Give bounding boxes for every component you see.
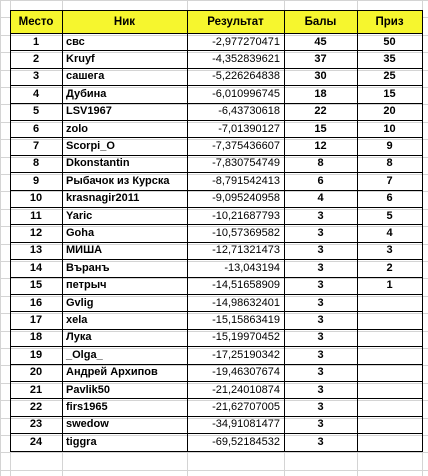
result-cell[interactable]: -7,830754749	[212, 157, 280, 170]
place-cell[interactable]: 21	[29, 383, 43, 396]
cell-border	[357, 10, 358, 452]
cell-border	[422, 10, 423, 452]
nick-cell[interactable]: Pavlik50	[66, 383, 111, 396]
result-cell[interactable]: -6,010996745	[212, 87, 280, 100]
points-cell[interactable]: 3	[317, 209, 324, 222]
nick-cell[interactable]: МИША	[66, 244, 103, 257]
cell-border	[10, 433, 423, 434]
cell-border	[10, 155, 423, 156]
cell-border	[10, 68, 423, 69]
cell-border	[10, 346, 423, 347]
points-cell[interactable]: 3	[317, 435, 324, 448]
nick-cell[interactable]: Goha	[66, 227, 95, 240]
gridline	[0, 452, 428, 453]
cell-border	[10, 451, 423, 452]
points-cell[interactable]: 3	[317, 348, 324, 361]
points-cell[interactable]: 15	[314, 122, 327, 135]
nick-cell[interactable]: Андрей Архипов	[66, 366, 158, 379]
prize-cell[interactable]: 5	[386, 209, 393, 222]
prize-cell[interactable]	[357, 381, 422, 398]
prize-cell[interactable]: 25	[383, 70, 396, 83]
place-cell[interactable]: 6	[32, 122, 40, 135]
result-cell[interactable]: -34,91081477	[212, 418, 280, 431]
points-cell[interactable]: 3	[317, 227, 324, 240]
cell-border	[10, 33, 423, 34]
points-cell[interactable]: 8	[317, 157, 324, 170]
prize-cell[interactable]	[357, 346, 422, 363]
result-cell[interactable]: -19,46307674	[212, 366, 280, 379]
nick-cell[interactable]: _Olga_	[66, 348, 103, 361]
place-cell[interactable]: 1	[32, 35, 40, 48]
points-cell[interactable]: 3	[317, 314, 324, 327]
column-header[interactable]: Ник	[62, 10, 187, 33]
cell-border	[10, 242, 423, 243]
prize-cell[interactable]	[357, 311, 422, 328]
result-cell[interactable]: -4,352839621	[212, 53, 280, 66]
cell-border	[284, 10, 285, 452]
result-cell[interactable]: -12,71321473	[212, 244, 280, 257]
cell-border	[10, 398, 423, 399]
place-cell[interactable]: 5	[32, 105, 40, 118]
prize-cell[interactable]	[357, 416, 422, 433]
nick-cell[interactable]: Рыбачок из Курска	[66, 174, 170, 187]
prize-cell[interactable]: 1	[386, 279, 393, 292]
cell-border	[10, 416, 423, 417]
cell-border	[10, 103, 423, 104]
nick-cell[interactable]: сашега	[66, 70, 105, 83]
points-cell[interactable]: 3	[317, 261, 324, 274]
cell-border	[10, 277, 423, 278]
cell-border	[10, 137, 423, 138]
place-cell[interactable]: 23	[29, 418, 43, 431]
points-cell[interactable]: 3	[317, 296, 324, 309]
cell-border	[10, 85, 423, 86]
prize-cell[interactable]: 15	[383, 87, 396, 100]
result-cell[interactable]: -14,98632401	[212, 296, 280, 309]
place-cell[interactable]: 3	[32, 70, 40, 83]
nick-cell[interactable]: свс	[66, 35, 85, 48]
cell-border	[10, 207, 423, 208]
prize-cell[interactable]: 35	[383, 53, 396, 66]
nick-cell[interactable]: firs1965	[66, 401, 108, 414]
points-cell[interactable]: 3	[317, 331, 324, 344]
gridline	[0, 0, 428, 1]
prize-cell[interactable]: 3	[386, 244, 393, 257]
column-header[interactable]: Место	[10, 10, 62, 33]
result-cell[interactable]: -10,57369582	[212, 227, 280, 240]
points-cell[interactable]: 3	[317, 366, 324, 379]
points-cell[interactable]: 22	[314, 105, 327, 118]
cell-border	[10, 10, 423, 11]
nick-cell[interactable]: петрыч	[66, 279, 107, 292]
place-cell[interactable]: 9	[32, 174, 40, 187]
points-cell[interactable]: 4	[317, 192, 324, 205]
cell-border	[62, 10, 63, 452]
gridline	[0, 0, 1, 476]
nick-cell[interactable]: xela	[66, 314, 88, 327]
points-cell[interactable]: 3	[317, 383, 324, 396]
prize-cell[interactable]	[357, 398, 422, 415]
place-cell[interactable]: 22	[29, 401, 43, 414]
result-cell[interactable]: -21,62707005	[212, 401, 280, 414]
place-cell[interactable]: 10	[29, 192, 43, 205]
cell-border	[10, 294, 423, 295]
prize-cell[interactable]: 2	[386, 261, 393, 274]
result-cell[interactable]: -10,21687793	[212, 209, 280, 222]
points-cell[interactable]: 3	[317, 418, 324, 431]
result-cell[interactable]: -15,15863419	[212, 314, 280, 327]
place-cell[interactable]: 19	[29, 348, 43, 361]
prize-cell[interactable]	[357, 364, 422, 381]
prize-cell[interactable]: 6	[386, 192, 393, 205]
nick-cell[interactable]: zolo	[66, 122, 88, 135]
points-cell[interactable]: 37	[314, 53, 327, 66]
result-cell[interactable]: -5,226264838	[212, 70, 280, 83]
prize-cell[interactable]	[357, 329, 422, 346]
prize-cell[interactable]	[357, 294, 422, 311]
result-cell[interactable]: -14,51658909	[212, 279, 280, 292]
result-cell[interactable]: -6,43730618	[218, 105, 280, 118]
column-header[interactable]: Результат	[187, 10, 284, 33]
result-cell[interactable]: -13,043194	[224, 261, 280, 274]
column-header[interactable]: Приз	[357, 10, 422, 33]
points-cell[interactable]: 3	[317, 279, 324, 292]
cell-border	[10, 10, 11, 452]
nick-cell[interactable]: Scorpi_O	[66, 140, 115, 153]
cell-border	[10, 224, 423, 225]
place-cell[interactable]: 8	[32, 157, 40, 170]
nick-cell[interactable]: Kruyf	[66, 53, 95, 66]
place-cell[interactable]: 24	[29, 435, 43, 448]
nick-cell[interactable]: Dkonstantin	[66, 157, 130, 170]
cell-border	[10, 50, 423, 51]
nick-cell[interactable]: krasnagir2011	[66, 192, 140, 205]
nick-cell[interactable]: tiggra	[66, 435, 97, 448]
prize-cell[interactable]: 8	[386, 157, 393, 170]
points-cell[interactable]: 30	[314, 70, 327, 83]
result-cell[interactable]: -7,375436607	[212, 140, 280, 153]
place-cell[interactable]: 12	[29, 227, 43, 240]
nick-cell[interactable]: swedow	[66, 418, 109, 431]
place-cell[interactable]: 2	[32, 53, 40, 66]
prize-cell[interactable]: 7	[386, 174, 393, 187]
result-cell[interactable]: -9,095240958	[212, 192, 280, 205]
place-cell[interactable]: 18	[29, 331, 43, 344]
result-cell[interactable]: -2,977270471	[212, 35, 280, 48]
result-cell[interactable]: -17,25190342	[212, 348, 280, 361]
cell-border	[10, 259, 423, 260]
prize-cell[interactable]	[357, 433, 422, 450]
gridline	[0, 470, 428, 471]
cell-border	[10, 381, 423, 382]
points-cell[interactable]: 45	[314, 35, 327, 48]
cell-border	[10, 120, 423, 121]
place-cell[interactable]: 13	[29, 244, 43, 257]
place-cell[interactable]: 4	[32, 87, 40, 100]
result-cell[interactable]: -7,01390127	[218, 122, 280, 135]
nick-cell[interactable]: Gvlig	[66, 296, 94, 309]
place-cell[interactable]: 20	[29, 366, 43, 379]
cell-border	[10, 329, 423, 330]
nick-cell[interactable]: Лука	[66, 331, 92, 344]
cell-border	[10, 190, 423, 191]
points-cell[interactable]: 12	[314, 140, 327, 153]
cell-border	[10, 311, 423, 312]
nick-cell[interactable]: Дубина	[66, 87, 107, 100]
place-cell[interactable]: 7	[32, 140, 40, 153]
points-cell[interactable]: 18	[314, 87, 327, 100]
prize-cell[interactable]: 10	[383, 122, 396, 135]
nick-cell[interactable]: Въранъ	[66, 261, 110, 274]
place-cell[interactable]: 11	[30, 209, 42, 222]
place-cell[interactable]: 17	[29, 314, 43, 327]
prize-cell[interactable]: 9	[386, 140, 393, 153]
nick-cell[interactable]: LSV1967	[66, 105, 112, 118]
result-cell[interactable]: -69,52184532	[212, 435, 280, 448]
place-cell[interactable]: 14	[29, 261, 43, 274]
prize-cell[interactable]: 4	[386, 227, 393, 240]
cell-border	[10, 364, 423, 365]
points-cell[interactable]: 3	[317, 244, 324, 257]
nick-cell[interactable]: Yaric	[66, 209, 93, 222]
result-cell[interactable]: -8,791542413	[212, 174, 280, 187]
prize-cell[interactable]: 20	[383, 105, 396, 118]
cell-border	[187, 10, 188, 452]
place-cell[interactable]: 16	[29, 296, 43, 309]
place-cell[interactable]: 15	[29, 279, 43, 292]
points-cell[interactable]: 6	[317, 174, 324, 187]
column-header[interactable]: Балы	[284, 10, 357, 33]
result-cell[interactable]: -15,19970452	[212, 331, 280, 344]
result-cell[interactable]: -21,24010874	[212, 383, 280, 396]
prize-cell[interactable]: 50	[383, 35, 396, 48]
cell-border	[10, 172, 423, 173]
points-cell[interactable]: 3	[317, 401, 324, 414]
